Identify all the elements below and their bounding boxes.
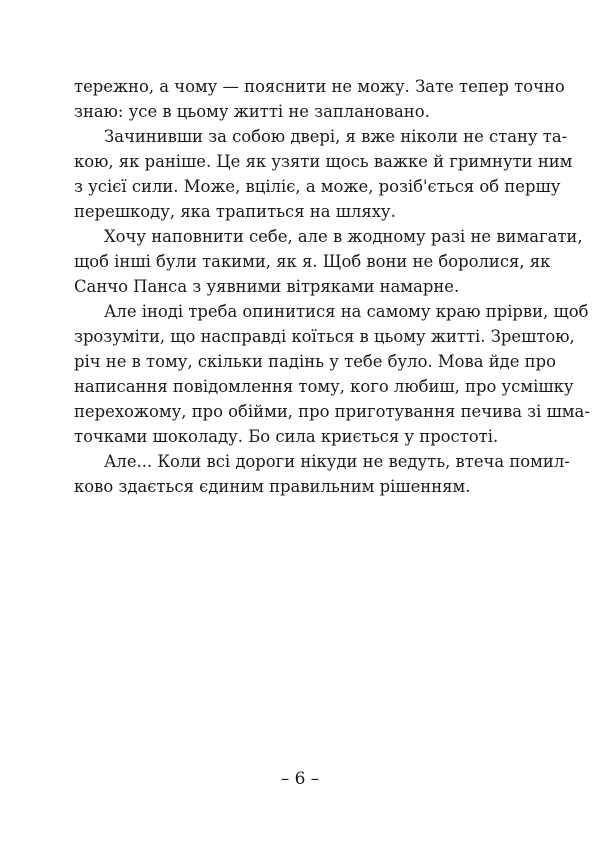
text-line: Хочу наповнити себе, але в жодному разі не вимагати, <box>104 227 583 246</box>
text-line: річ не в тому, скільки падінь у тебе було. Мова йде про <box>74 352 556 371</box>
page-body-text <box>74 74 590 499</box>
text-line: кою, як раніше. Це як узяти щось важке й гримнути ним <box>74 152 573 171</box>
text-line: Зачинивши за собою двері, я вже ніколи не стану та- <box>104 127 568 146</box>
text-line: ково здається єдиним правильним рішенням. <box>74 477 471 496</box>
text-line: знаю: усе в цьому житті не заплановано. <box>74 102 430 121</box>
text-line: щоб інші були такими, як я. Щоб вони не боролися, як <box>74 252 551 271</box>
text-line: перехожому, про обійми, про приготування печива зі шма- <box>74 402 590 421</box>
text-line: написання повідомлення тому, кого любиш, про усмішку <box>74 377 574 396</box>
text-line: тережно, а чому — пояснити не можу. Зате тепер точно <box>74 77 565 96</box>
text-line: Але іноді треба опинитися на самому краю прірви, щоб <box>104 302 589 321</box>
text-line: точками шоколаду. Бо сила криється у простоті. <box>74 427 499 446</box>
text-line: Санчо Панса з уявними вітряками намарне. <box>74 277 460 296</box>
text-line: з усієї сили. Може, вціліє, а може, розіб'ється об першу <box>74 177 561 196</box>
text-line: зрозуміти, що насправді коїться в цьому житті. Зрештою, <box>74 327 575 346</box>
text-line: Але... Коли всі дороги нікуди не ведуть, втеча помил- <box>104 452 570 471</box>
page-number: – 6 – <box>280 769 320 789</box>
text-line: перешкоду, яка трапиться на шляху. <box>74 202 396 221</box>
